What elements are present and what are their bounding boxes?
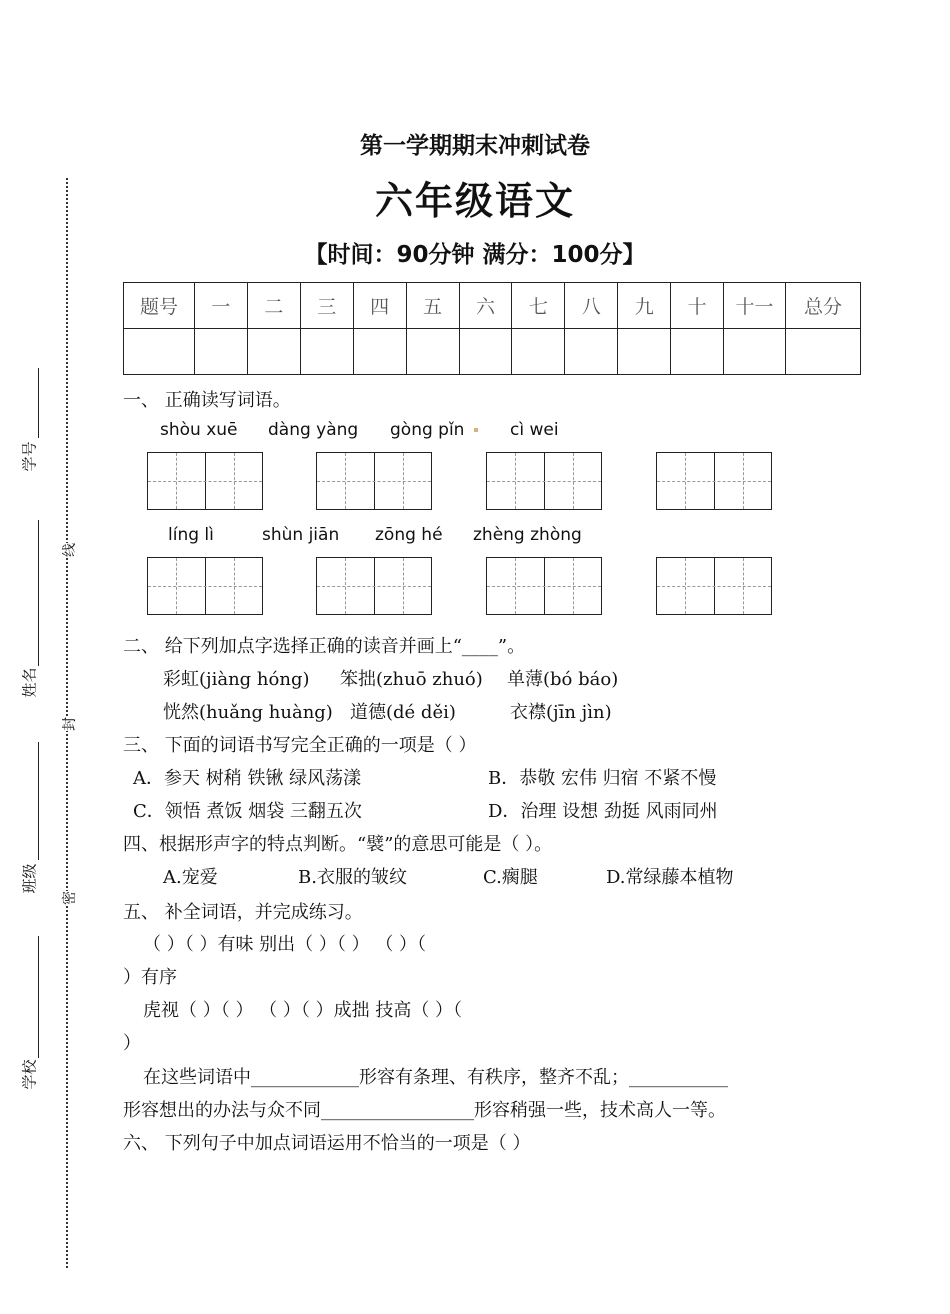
score-header-cell: 七 [512,283,565,329]
score-cell[interactable] [194,329,247,375]
writing-box[interactable] [147,557,263,615]
name-label: 姓名 [20,667,39,698]
q4-title: 四、根据形声字的特点判断。“襞”的意思可能是（ ）。 [123,834,553,855]
time-info: 【时间：90分钟 满分：100分】 [304,242,646,268]
exam-title: 六年级语文 [374,178,575,223]
score-header-cell: 九 [618,283,671,329]
q4-option-d[interactable]: D.常绿藤本植物 [606,867,734,888]
writing-box[interactable] [656,452,772,510]
q3-option-a[interactable]: A．参天 树稍 铁锹 绿风荡漾 [133,768,362,789]
score-header-cell: 六 [459,283,512,329]
q5-line[interactable]: 虎视（ ）（ ） （ ）（ ）成拙 技高（ ）（ [143,1000,463,1021]
score-header-cell: 十一 [724,283,786,329]
score-header-cell: 总分 [786,283,861,329]
writing-box[interactable] [486,557,602,615]
pinyin-label: zhèng zhòng [473,525,582,545]
school-blank[interactable] [38,936,39,1058]
q2-option[interactable]: 道德(dé děi) [350,702,456,723]
pinyin-label: cì wei [510,420,559,440]
q5-line[interactable]: 在这些词语中____________形容有条理、有秩序，整齐不乱；___________ [143,1067,728,1088]
score-cell[interactable] [459,329,512,375]
q5-title: 五、 补全词语，并完成练习。 [123,902,363,923]
score-cell[interactable] [671,329,724,375]
score-cell[interactable] [512,329,565,375]
exam-subtitle: 第一学期期末冲刺试卷 [360,132,590,159]
score-header-cell: 题号 [124,283,195,329]
q5-line[interactable]: 形容想出的办法与众不同_________________形容稍强一些，技术高人一等。 [123,1100,726,1121]
score-header-cell: 二 [247,283,300,329]
pinyin-label: shùn jiān [262,525,340,545]
q6-title: 六、 下列句子中加点词语运用不恰当的一项是（ ） [123,1133,531,1154]
score-table [123,282,861,375]
q2-option[interactable]: 单薄(bó báo) [507,669,619,690]
class-label: 班级 [20,863,39,894]
q4-option-b[interactable]: B.衣服的皱纹 [298,867,407,888]
stray-dot [474,428,478,432]
score-cell[interactable] [247,329,300,375]
q2-option[interactable]: 彩虹(jiàng hóng) [163,669,310,690]
score-header-cell: 三 [300,283,353,329]
class-blank[interactable] [38,742,39,860]
pinyin-label: shòu xuē [160,420,238,440]
score-header-cell: 一 [194,283,247,329]
pinyin-label: líng lì [168,525,214,545]
q4-option-c[interactable]: C.瘸腿 [483,867,538,888]
score-cell[interactable] [300,329,353,375]
q4-option-a[interactable]: A.宠爱 [163,867,218,888]
name-blank[interactable] [38,520,39,666]
q2-option[interactable]: 衣襟(jīn jìn) [510,702,612,723]
writing-box[interactable] [316,452,432,510]
score-header-cell: 四 [353,283,406,329]
school-label: 学校 [20,1059,39,1090]
seal-secret-char: 密 [57,891,81,905]
score-cell[interactable] [406,329,459,375]
score-cell[interactable] [565,329,618,375]
q2-option[interactable]: 笨拙(zhuō zhuó) [340,669,483,690]
q2-title: 二、 给下列加点字选择正确的读音并画上“____”。 [123,636,526,657]
score-cell[interactable] [353,329,406,375]
score-cell[interactable] [786,329,861,375]
seal-seal-char: 封 [57,717,81,731]
q5-line[interactable]: （ ）（ ）有味 别出（ ）（ ） （ ）（ [143,934,427,955]
score-table-header-row [124,283,861,329]
student-id-blank[interactable] [38,368,39,438]
score-header-cell: 十 [671,283,724,329]
score-header-cell: 五 [406,283,459,329]
score-header-cell: 八 [565,283,618,329]
writing-box[interactable] [656,557,772,615]
q2-option[interactable]: 恍然(huǎng huàng) [163,702,333,723]
writing-box[interactable] [316,557,432,615]
q1-title: 一、 正确读写词语。 [123,390,291,411]
q3-title: 三、 下面的词语书写完全正确的一项是（ ） [123,735,477,756]
score-cell[interactable] [724,329,786,375]
q5-line: ）有序 [123,967,177,988]
q3-option-c[interactable]: C．领悟 煮饭 烟袋 三翻五次 [133,801,362,822]
pinyin-label: gòng pǐn [390,420,465,440]
student-id-label: 学号 [20,441,39,472]
score-cell[interactable] [618,329,671,375]
score-table-score-row [124,329,861,375]
q5-line: ） [123,1033,141,1054]
q3-option-d[interactable]: D．治理 设想 劲挺 风雨同州 [488,801,718,822]
pinyin-label: zōng hé [375,525,443,545]
score-cell[interactable] [124,329,195,375]
seal-line-char: 线 [57,543,81,557]
q3-option-b[interactable]: B．恭敬 宏伟 归宿 不紧不慢 [488,768,717,789]
pinyin-label: dàng yàng [268,420,359,440]
writing-box[interactable] [486,452,602,510]
writing-box[interactable] [147,452,263,510]
